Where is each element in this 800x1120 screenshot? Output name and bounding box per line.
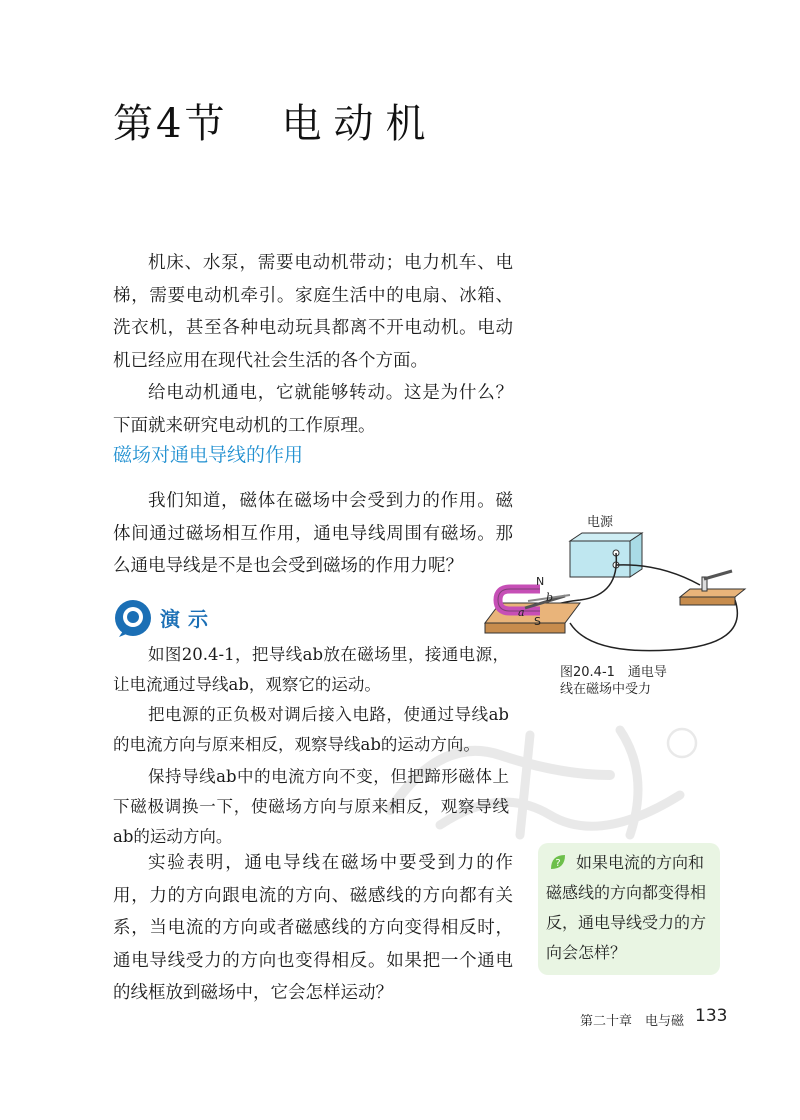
demo-paragraph-3: 保持导线ab中的电流方向不变，但把蹄形磁体上下磁极调换一下，使磁场方向与原来相反，观察导线ab的运动方向。	[113, 767, 509, 846]
section-title	[113, 92, 437, 149]
figure-caption-line-1: 图20.4-1 通电导	[560, 665, 667, 680]
body-paragraph-final: 实验表明，通电导线在磁场中要受到力的作用，力的方向跟电流的方向、磁感线的方向都有关系，当电流的方向或者磁感线的方向变得相反时，通电导线受力的方向也变得相反。如果把一个通电的线框放到磁场中，它会怎样运动？	[113, 853, 513, 1003]
power-supply	[570, 533, 642, 577]
north-pole-label: N	[536, 575, 545, 588]
figure-caption-line-2: 线在磁场中受力	[560, 682, 652, 697]
note-question: 如果电流的方向和磁感线的方向都变得相反，通电导线受力的方向会怎样？	[546, 853, 707, 962]
power-label: 电源	[586, 515, 614, 530]
section-number: 第4节	[113, 101, 228, 147]
demo-paragraph-2: 把电源的正负极对调后接入电路，使通过导线ab的电流方向与原来相反，观察导线ab的运动方向。	[113, 705, 509, 754]
south-pole-label: S	[534, 615, 541, 628]
wire-label-a: a	[518, 606, 525, 619]
demo-title: 演示	[160, 607, 216, 631]
subheading: 磁场对通电导线的作用	[113, 444, 304, 466]
note-text	[546, 848, 714, 968]
demo-paragraph-1: 如图20.4-1，把导线ab放在磁场里，接通电源，让电流通过导线ab，观察它的运动。	[113, 645, 509, 694]
page-number: 133	[695, 1006, 728, 1026]
figure-caption	[560, 664, 680, 698]
intro-paragraph-1: 机床、水泵，需要电动机带动；电力机车、电梯，需要电动机牵引。家庭生活中的电扇、冰箱、洗衣机，甚至各种电动玩具都离不开电动机。电动机已经应用在现代社会生活的各个方面。	[113, 253, 513, 371]
chapter-footer: 第二十章 电与磁	[580, 1014, 685, 1029]
demo-icon	[113, 598, 153, 638]
wire-label-b: b	[546, 591, 554, 604]
intro-paragraph-2: 给电动机通电，它就能够转动。这是为什么？下面就来研究电动机的工作原理。	[113, 383, 513, 436]
section-name: 电动机	[281, 101, 438, 147]
figure-circuit	[470, 505, 770, 665]
switch	[680, 571, 745, 605]
svg-text:?: ?	[555, 858, 561, 869]
body-paragraph-3: 我们知道，磁体在磁场中会受到力的作用。磁体间通过磁场相互作用，通电导线周围有磁场。那么通电导线是不是也会受到磁场的作用力呢？	[113, 491, 513, 576]
